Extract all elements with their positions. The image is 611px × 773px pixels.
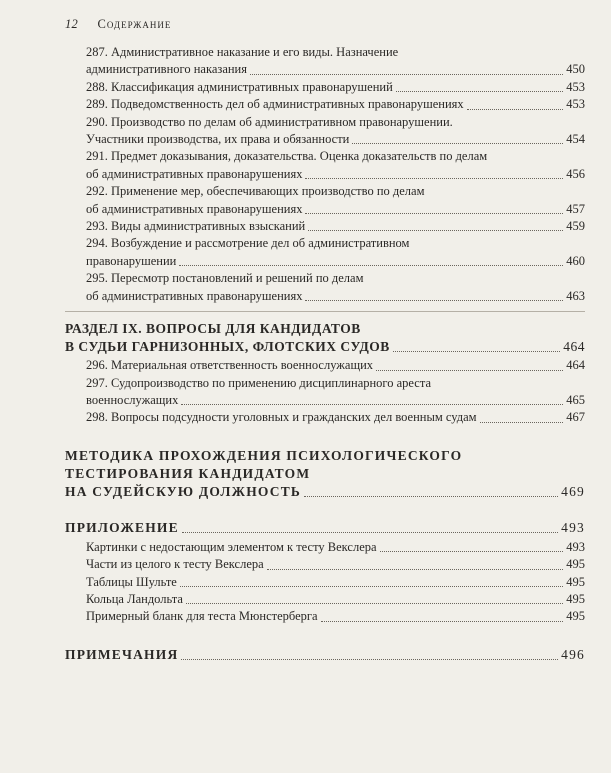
toc-entry[interactable]: [65, 183, 585, 218]
toc-entry[interactable]: [65, 608, 585, 625]
leader-dots: [181, 659, 558, 660]
leader-dots: [396, 91, 563, 92]
entry-title-line: об административных правонарушениях: [86, 288, 303, 303]
divider: [65, 311, 585, 312]
page-ref: 469: [561, 483, 585, 499]
page-ref: 450: [566, 62, 585, 77]
toc-entry[interactable]: [65, 409, 585, 426]
method-title-line-3: НА СУДЕЙСКУЮ ДОЛЖНОСТЬ: [65, 483, 302, 499]
toc-section-notes[interactable]: [65, 646, 585, 664]
entry-title-line: 298. Вопросы подсудности уголовных и гражданских дел военным судам: [86, 410, 477, 425]
entry-title-line: 287. Административное наказание и его виды. Назначение: [86, 45, 399, 59]
leader-dots: [380, 551, 564, 552]
leader-dots: [308, 230, 563, 231]
toc-entry[interactable]: [65, 556, 585, 573]
method-title-line-1: МЕТОДИКА ПРОХОЖДЕНИЯ ПСИХОЛОГИЧЕСКОГО: [65, 447, 463, 463]
leader-dots: [179, 265, 563, 266]
page-ref: 459: [566, 219, 585, 234]
entry-title-line: 295. Пересмотр постановлений и решений по делам: [86, 271, 364, 286]
page-ref: 496: [561, 646, 585, 662]
entry-title-line: 288. Классификация административных правонарушений: [86, 79, 393, 94]
toc-entry[interactable]: [65, 114, 585, 149]
leader-dots: [321, 621, 564, 622]
table-of-contents: [65, 44, 585, 664]
header-title: Содержание: [97, 17, 172, 31]
entry-title-line: административного наказания: [86, 62, 247, 77]
page-ref: 456: [566, 166, 585, 181]
entry-title-line: 297. Судопроизводство по применению дисциплинарного ареста: [86, 375, 431, 390]
running-header: [65, 17, 171, 32]
entry-title-line: Примерный бланк для теста Мюнстерберга: [86, 609, 318, 624]
part-title-line-2: В СУДЬИ ГАРНИЗОННЫХ, ФЛОТСКИХ СУДОВ: [65, 339, 390, 355]
toc-part-heading[interactable]: [65, 320, 585, 356]
part-title-line-1: РАЗДЕЛ IX. ВОПРОСЫ ДЛЯ КАНДИДАТОВ: [65, 321, 361, 337]
leader-dots: [182, 532, 558, 533]
page-ref: 454: [566, 132, 585, 147]
page-ref: 493: [566, 539, 585, 554]
leader-dots: [305, 178, 563, 179]
entry-title-line: Картинки с недостающим элементом к тесту Векслера: [86, 539, 377, 554]
entry-title-line: Кольца Ландольта: [86, 591, 183, 606]
entry-title-line: Части из целого к тесту Векслера: [86, 557, 264, 572]
toc-group-military: [65, 357, 585, 427]
notes-title: ПРИМЕЧАНИЯ: [65, 646, 179, 662]
entry-title-line: 289. Подведомственность дел об административных правонарушениях: [86, 97, 464, 112]
leader-dots: [304, 496, 558, 497]
page-ref: 453: [566, 97, 585, 112]
page-ref: 495: [566, 557, 585, 572]
toc-section-appendix[interactable]: [65, 519, 585, 537]
method-title-line-2: ТЕСТИРОВАНИЯ КАНДИДАТОМ: [65, 465, 311, 481]
page-number: 12: [65, 17, 79, 31]
leader-dots: [393, 351, 560, 352]
leader-dots: [250, 74, 563, 75]
entry-title-line: 294. Возбуждение и рассмотрение дел об административном: [86, 236, 410, 251]
toc-group-appendix: [65, 539, 585, 626]
leader-dots: [186, 603, 563, 604]
toc-entry[interactable]: [65, 235, 585, 270]
entry-title-line: 293. Виды административных взысканий: [86, 219, 306, 234]
entry-title-line: правонарушении: [86, 253, 177, 268]
toc-section-method[interactable]: [65, 447, 585, 501]
entry-title-line: Участники производства, их права и обязанности: [86, 132, 350, 147]
toc-entry[interactable]: [65, 148, 585, 183]
toc-entry[interactable]: [65, 96, 585, 113]
appendix-title: ПРИЛОЖЕНИЕ: [65, 519, 179, 535]
page-ref: 495: [566, 591, 585, 606]
entry-title-line: об административных правонарушениях: [86, 166, 303, 181]
page-ref: 457: [566, 201, 585, 216]
page-ref: 453: [566, 79, 585, 94]
toc-entry[interactable]: [65, 357, 585, 374]
leader-dots: [267, 569, 564, 570]
entry-title-line: Таблицы Шульте: [86, 574, 177, 589]
entry-title-line: военнослужащих: [86, 392, 179, 407]
toc-entry[interactable]: [65, 574, 585, 591]
entry-title-line: об административных правонарушениях: [86, 201, 303, 216]
toc-entry[interactable]: [65, 79, 585, 96]
page-ref: 493: [561, 519, 585, 535]
page-ref: 467: [566, 410, 585, 425]
leader-dots: [352, 143, 563, 144]
leader-dots: [305, 213, 563, 214]
entry-title-line: 291. Предмет доказывания, доказательства. Оценка доказательств по делам: [86, 149, 488, 164]
page-ref: 460: [566, 253, 585, 268]
entry-title-line: 292. Применение мер, обеспечивающих производство по делам: [86, 184, 425, 199]
page-ref: 463: [566, 288, 585, 303]
page-ref: 495: [566, 609, 585, 624]
page-ref: 464: [563, 339, 585, 355]
leader-dots: [467, 109, 564, 110]
page-ref: 495: [566, 574, 585, 589]
page-ref: 465: [566, 392, 585, 407]
toc-entry[interactable]: [65, 44, 585, 79]
leader-dots: [480, 422, 564, 423]
toc-entry[interactable]: [65, 375, 585, 410]
leader-dots: [305, 300, 563, 301]
entry-title-line: 296. Материальная ответственность военнослужащих: [86, 358, 374, 373]
leader-dots: [376, 370, 563, 371]
toc-entry[interactable]: [65, 270, 585, 305]
toc-group-admin: [65, 44, 585, 305]
leader-dots: [180, 586, 563, 587]
toc-entry[interactable]: [65, 591, 585, 608]
page-ref: 464: [566, 358, 585, 373]
toc-entry[interactable]: [65, 218, 585, 235]
entry-title-line: 290. Производство по делам об административном правонарушении.: [86, 114, 453, 129]
toc-entry[interactable]: [65, 539, 585, 556]
leader-dots: [181, 404, 563, 405]
